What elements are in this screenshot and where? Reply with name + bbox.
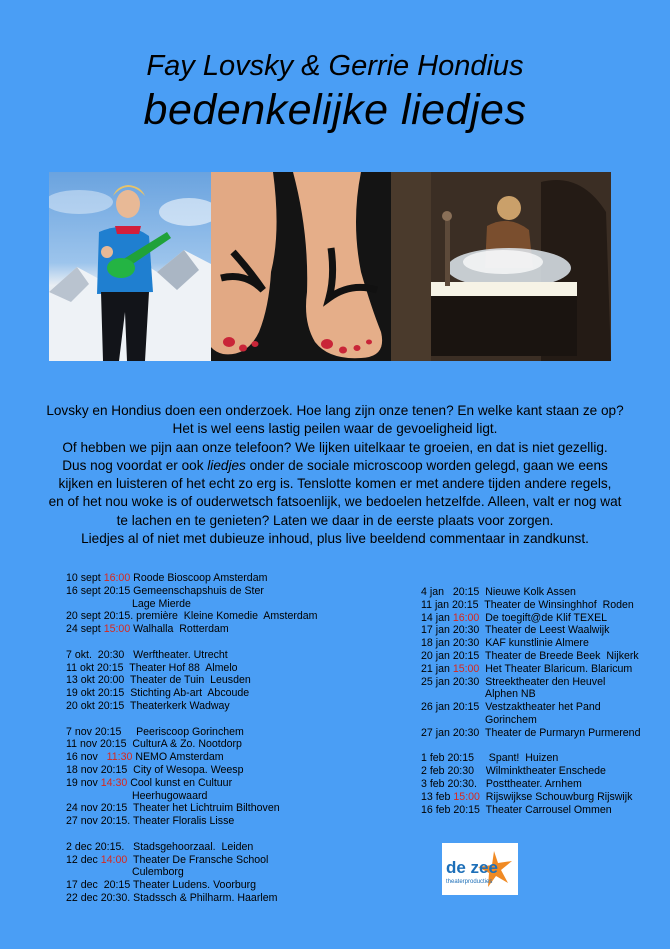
entry-venue: Cool kunst en Cultuur [127, 776, 233, 789]
schedule-entry [421, 663, 661, 676]
photo-strip [49, 172, 611, 361]
entry-time: 20:15 [97, 687, 125, 700]
schedule-entry [421, 752, 661, 765]
schedule-entry [421, 804, 661, 817]
schedule-entry [66, 815, 366, 828]
photo-sand-art [391, 172, 611, 361]
entry-venue: City of Wesopa. Weesp [127, 763, 244, 776]
entry-venue: Theater het Lichtruim Bilthoven [127, 802, 280, 815]
intro-line: kijken en luisteren of het echt zo erg is. Tenslotte komen er met andere tijden andere regels, [58, 476, 612, 492]
schedule-entry [421, 676, 661, 702]
schedule-entry [66, 623, 366, 636]
entry-date: 20 jan [421, 649, 453, 662]
entry-venue-continued: Lage Mierde [132, 597, 191, 610]
entry-venue: Posttheater. Arnhem [476, 777, 582, 790]
entry-time: 20:15 [452, 649, 480, 662]
entry-date: 27 nov [66, 815, 101, 828]
entry-time: 15:00 [103, 623, 131, 636]
entry-venue: Theater de Tuin Leusden [124, 674, 251, 687]
entry-time: 20:15 [100, 802, 128, 815]
entry-time: 20:15 [100, 763, 128, 776]
intro-line-emphasis: liedjes [207, 457, 246, 473]
entry-date: 12 dec [66, 853, 101, 866]
entry-date: 11 okt [66, 661, 98, 674]
intro-line [6, 457, 664, 475]
entry-time: 11:30 [106, 751, 133, 764]
schedule-entry [66, 662, 366, 675]
entry-date: 24 sept [66, 623, 104, 636]
entry-venue: Nieuwe Kolk Assen [479, 586, 576, 598]
entry-date: 18 jan [421, 637, 453, 650]
schedule-entry [421, 599, 661, 612]
intro-line: en of het nou woke is of ouderwetsch fatsoenlijk, we bedoelen hetzelfde. Alleen, valt er nog wat [48, 494, 622, 510]
entry-venue: Theater de Breede Beek Nijkerk [479, 649, 639, 662]
entry-date: 16 feb [421, 803, 454, 816]
schedule-entry [66, 777, 366, 803]
logo-graphic [442, 843, 518, 895]
entry-date: 2 dec [66, 840, 95, 853]
schedule-gap [66, 636, 366, 649]
schedule-entry [66, 687, 366, 700]
entry-venue: Theater de Winsinghhof Roden [478, 598, 634, 611]
schedule-right [421, 586, 661, 816]
schedule-entry [421, 586, 661, 599]
entry-date: 20 okt [66, 699, 98, 712]
entry-venue: Gemeenschapshuis de Ster [130, 584, 264, 597]
entry-date: 21 jan [421, 662, 453, 675]
schedule-entry [66, 854, 366, 880]
entry-time: 20:00 [97, 674, 125, 687]
entry-date: 10 sept [66, 572, 104, 584]
entry-date: 17 dec [66, 879, 104, 892]
entry-time: 20:15 [94, 725, 122, 738]
entry-venue-continued: Heerhugowaard [132, 789, 208, 802]
entry-time: 20:30 [452, 675, 480, 688]
entry-time: 20:30. [100, 891, 131, 904]
ukulele-player-illustration [49, 172, 211, 361]
entry-time: 20:15 [452, 701, 480, 714]
entry-time: 20:15 [103, 584, 131, 597]
entry-venue: Walhalla Rotterdam [130, 623, 229, 636]
entry-date: 19 okt [66, 687, 98, 700]
logo-word-de: de zee [446, 858, 498, 877]
entry-time: 20:15 [447, 752, 475, 765]
entry-venue-continued: Gorinchem [485, 713, 537, 726]
entry-venue: Theater Ludens. Voorburg [130, 879, 257, 892]
entry-venue: Theater de Leest Waalwijk [479, 624, 610, 637]
schedule-entry [66, 610, 366, 623]
entry-venue: Theater Floralis Lisse [130, 815, 235, 828]
entry-date: 20 sept [66, 610, 104, 623]
entry-date: 19 nov [66, 776, 101, 789]
entry-date: 18 nov [66, 763, 101, 776]
photo-painted-feet [211, 172, 391, 361]
schedule-entry [66, 841, 366, 854]
schedule-entry [421, 701, 661, 727]
entry-time: 16:00 [452, 611, 480, 624]
de-zee-logo [442, 843, 518, 895]
entry-venue: Stadsgehoorzaal. Leiden [124, 840, 254, 853]
intro-line: Lovsky en Hondius doen een onderzoek. Hoe lang zijn onze tenen? En welke kant staan ze op? [46, 403, 624, 418]
schedule-entry [421, 637, 661, 650]
entry-venue: Rijswijkse Schouwburg Rijswijk [479, 790, 633, 803]
logo-subtitle: theaterproducties [446, 879, 493, 885]
entry-venue-continued: Culemborg [132, 866, 184, 879]
entry-venue: NEMO Amsterdam [132, 751, 224, 764]
entry-date: 1 feb [421, 752, 448, 765]
entry-time: 20:15 [452, 586, 480, 598]
entry-venue: Spant! Huizen [474, 752, 559, 765]
entry-time: 20:30 [452, 624, 480, 637]
painted-feet-illustration [211, 172, 391, 361]
entry-date: 14 jan [421, 611, 453, 624]
entry-time: 20:15 [97, 699, 125, 712]
schedule-entry [66, 764, 366, 777]
entry-time: 14:00 [100, 853, 128, 866]
entry-date: 16 nov [66, 751, 107, 764]
schedule-entry [421, 612, 661, 625]
schedule-entry [421, 778, 661, 791]
title-artists: Fay Lovsky & Gerrie Hondius [146, 50, 524, 82]
entry-time: 20:30. [447, 777, 477, 790]
schedule-entry [421, 650, 661, 663]
entry-date: 13 okt [66, 674, 98, 687]
entry-time: 20:30 [452, 637, 480, 650]
schedule-entry [66, 726, 366, 739]
entry-venue: Roode Bioscoop Amsterdam [130, 572, 268, 584]
intro-line: Of hebben we pijn aan onze telefoon? We lijken uitelkaar te groeien, en dat is niet gezellig. [62, 439, 608, 455]
entry-time: 20:15. [103, 610, 134, 623]
schedule-left [66, 572, 366, 905]
entry-date: 16 sept [66, 584, 104, 597]
entry-time: 20:15 [103, 879, 131, 892]
entry-venue: Theater de Purmaryn Purmerend [479, 726, 641, 739]
intro-text [6, 402, 664, 548]
entry-time: 16:00 [103, 572, 131, 584]
entry-time: 14:30 [100, 776, 128, 789]
entry-venue: Vestzaktheater het Pand [479, 701, 601, 714]
entry-date: 7 okt. [66, 648, 98, 661]
entry-time: 20:30 [97, 648, 125, 661]
intro-line: Liedjes al of niet met dubieuze inhoud, plus live beeldend commentaar in zandkunst. [81, 531, 589, 547]
entry-date: 2 feb [421, 765, 448, 778]
entry-date: 11 nov [66, 738, 100, 751]
entry-venue: Peeriscoop Gorinchem [121, 725, 244, 738]
intro-line: Het is wel eens lastig peilen waar de gevoeligheid ligt. [172, 421, 498, 437]
entry-time: 20:30 [447, 765, 475, 778]
entry-date: 24 nov [66, 802, 101, 815]
intro-line: te lachen en te genieten? Laten we daar in de eerste plaats voor zorgen. [116, 512, 554, 528]
schedule-entry [66, 879, 366, 892]
entry-date: 22 dec [66, 891, 101, 904]
schedule-gap [421, 740, 661, 753]
schedule-entry [421, 791, 661, 804]
entry-venue: Streektheater den Heuvel [479, 675, 606, 688]
entry-time: 15:00 [452, 662, 480, 675]
entry-venue: Theaterkerk Wadway [124, 699, 230, 712]
entry-time: 20:15 [453, 803, 480, 816]
entry-venue: Theater Carrousel Ommen [479, 803, 612, 816]
entry-time: 20:30 [452, 726, 480, 739]
entry-venue: Stichting Ab-art Abcoude [124, 687, 250, 700]
schedule-entry [66, 738, 366, 751]
intro-line-part: Dus nog voordat er ook [62, 457, 208, 473]
schedule-gap [66, 828, 366, 841]
entry-date: 26 jan [421, 701, 453, 714]
schedule-entry [421, 765, 661, 778]
schedule-gap [66, 713, 366, 726]
entry-venue: Werftheater. Utrecht [124, 648, 228, 661]
entry-date: 25 jan [421, 675, 453, 688]
schedule-entry [66, 649, 366, 662]
entry-venue: CulturA & Zo. Nootdorp [126, 738, 242, 751]
entry-time: 20:15 [452, 598, 479, 611]
title-show: bedenkelijke liedjes [143, 86, 527, 134]
entry-date: 17 jan [421, 624, 453, 637]
entry-time: 15:00 [453, 790, 480, 803]
entry-date: 27 jan [421, 726, 453, 739]
photo-ukulele-player [49, 172, 211, 361]
entry-venue: Theater De Fransche School [127, 853, 269, 866]
entry-time: 20:15. [100, 815, 131, 828]
entry-date: 11 jan [421, 598, 453, 611]
schedule-entry [66, 751, 366, 764]
entry-date: 7 nov [66, 725, 95, 738]
entry-venue: Het Theater Blaricum. Blaricum [479, 662, 633, 675]
sand-art-illustration [391, 172, 611, 361]
entry-venue: De toegift@de Klif TEXEL [479, 611, 608, 624]
schedule-entry [421, 624, 661, 637]
entry-time: 20:15 [97, 661, 124, 674]
schedule-entry [66, 585, 366, 611]
entry-venue: KAF kunstlinie Almere [479, 637, 589, 650]
schedule-entry [66, 802, 366, 815]
entry-venue: Stadssch & Philharm. Haarlem [130, 891, 278, 904]
schedule-entry [66, 700, 366, 713]
entry-venue: Wilminktheater Enschede [474, 765, 606, 778]
entry-venue: première Kleine Komedie Amsterdam [133, 610, 318, 623]
schedule-entry [66, 572, 366, 585]
entry-venue-continued: Alphen NB [485, 688, 536, 701]
entry-date: 3 feb [421, 777, 448, 790]
intro-line-part: onder de sociale microscoop worden gelegd, gaan we eens [245, 457, 608, 473]
entry-date: 4 jan [421, 586, 453, 598]
schedule-entry [421, 727, 661, 740]
entry-date: 13 feb [421, 790, 454, 803]
title-block [0, 48, 670, 136]
entry-time: 20:15 [99, 738, 127, 751]
entry-time: 20:15. [94, 840, 125, 853]
schedule-entry [66, 892, 366, 905]
schedule-entry [66, 674, 366, 687]
entry-venue: Theater Hof 88 Almelo [123, 661, 238, 674]
